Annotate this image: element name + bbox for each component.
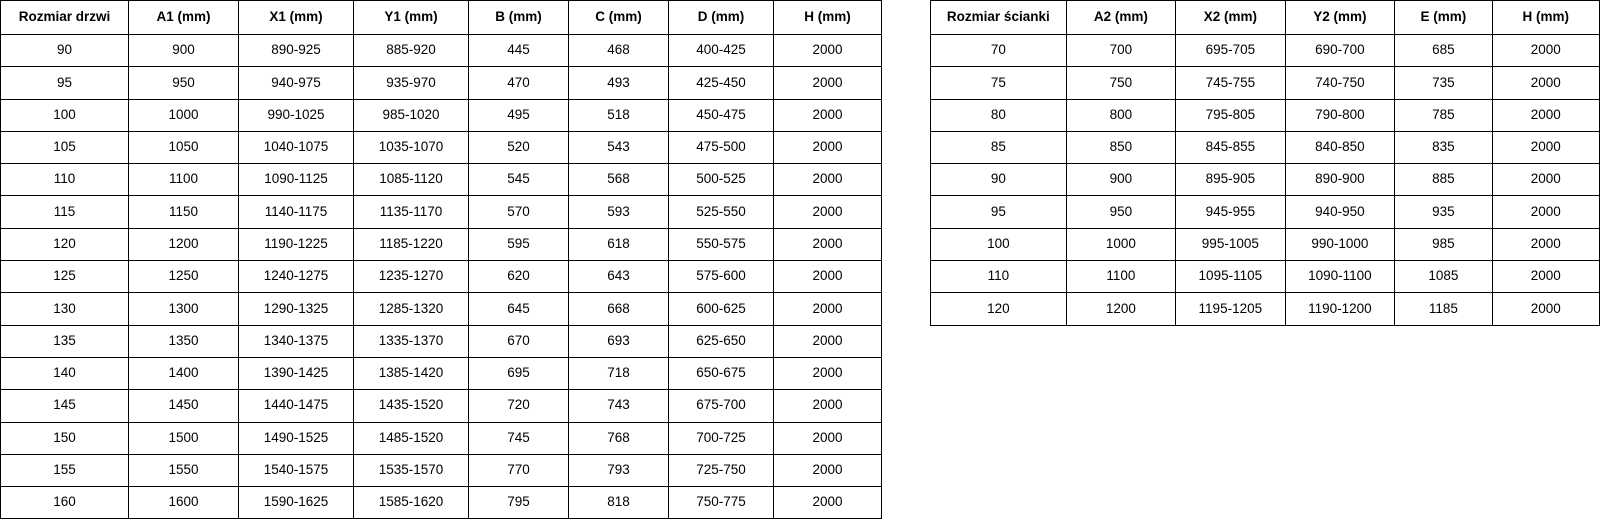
table-cell: 670: [469, 325, 569, 357]
table-row: [1, 35, 882, 67]
table-cell: 85: [931, 131, 1067, 163]
table-cell: 850: [1066, 131, 1175, 163]
table-row: [931, 35, 1600, 67]
table-cell: 70: [931, 35, 1067, 67]
table-cell: 790-800: [1285, 99, 1395, 131]
table-cell: 935-970: [354, 67, 469, 99]
table-cell: 550-575: [669, 228, 774, 260]
table-row: [931, 293, 1600, 325]
table-cell: 720: [469, 390, 569, 422]
table-cell: 800: [1066, 99, 1175, 131]
table-row: [1, 196, 882, 228]
table-cell: 1050: [129, 131, 239, 163]
table-cell: 595: [469, 228, 569, 260]
table-cell: 1190-1225: [239, 228, 354, 260]
table-cell: 895-905: [1176, 164, 1286, 196]
table-cell: 1190-1200: [1285, 293, 1395, 325]
table-cell: 145: [1, 390, 129, 422]
table-cell: 700: [1066, 35, 1175, 67]
table-cell: 2000: [774, 196, 882, 228]
table-cell: 645: [469, 293, 569, 325]
table-cell: 130: [1, 293, 129, 325]
table-cell: 1540-1575: [239, 454, 354, 486]
table-cell: 718: [569, 357, 669, 389]
column-header: H (mm): [774, 1, 882, 35]
table-cell: 2000: [774, 357, 882, 389]
table-cell: 120: [931, 293, 1067, 325]
table-cell: 1040-1075: [239, 131, 354, 163]
table-cell: 940-975: [239, 67, 354, 99]
table-cell: 100: [931, 228, 1067, 260]
table-cell: 900: [129, 35, 239, 67]
table-cell: 1390-1425: [239, 357, 354, 389]
table-cell: 2000: [1492, 228, 1599, 260]
table-row: [1, 99, 882, 131]
table-cell: 1485-1520: [354, 422, 469, 454]
table-cell: 1490-1525: [239, 422, 354, 454]
table-cell: 1100: [1066, 261, 1175, 293]
table-cell: 1300: [129, 293, 239, 325]
table-cell: 2000: [1492, 131, 1599, 163]
table-cell: 1450: [129, 390, 239, 422]
column-header: Y1 (mm): [354, 1, 469, 35]
table-cell: 545: [469, 164, 569, 196]
table-cell: 785: [1395, 99, 1492, 131]
table-cell: 750-775: [669, 487, 774, 519]
table-cell: 2000: [774, 164, 882, 196]
table-cell: 1185: [1395, 293, 1492, 325]
table-cell: 743: [569, 390, 669, 422]
table-cell: 1340-1375: [239, 325, 354, 357]
table-cell: 150: [1, 422, 129, 454]
table-cell: 945-955: [1176, 196, 1286, 228]
table-cell: 835: [1395, 131, 1492, 163]
table-cell: 525-550: [669, 196, 774, 228]
column-header: H (mm): [1492, 1, 1599, 35]
table-cell: 2000: [774, 487, 882, 519]
table-row: [1, 293, 882, 325]
table-cell: 2000: [774, 293, 882, 325]
table-cell: 1590-1625: [239, 487, 354, 519]
table-cell: 135: [1, 325, 129, 357]
table-cell: 2000: [1492, 293, 1599, 325]
table-cell: 495: [469, 99, 569, 131]
table-cell: 105: [1, 131, 129, 163]
table-cell: 110: [931, 261, 1067, 293]
table-cell: 885-920: [354, 35, 469, 67]
table-cell: 735: [1395, 67, 1492, 99]
table-cell: 90: [931, 164, 1067, 196]
table-cell: 1535-1570: [354, 454, 469, 486]
table-cell: 75: [931, 67, 1067, 99]
table-cell: 695: [469, 357, 569, 389]
table-cell: 1350: [129, 325, 239, 357]
table-cell: 885: [1395, 164, 1492, 196]
column-header: X2 (mm): [1176, 1, 1286, 35]
table-cell: 985: [1395, 228, 1492, 260]
table-cell: 1400: [129, 357, 239, 389]
column-header: Y2 (mm): [1285, 1, 1395, 35]
table-cell: 690-700: [1285, 35, 1395, 67]
column-header: X1 (mm): [239, 1, 354, 35]
table-cell: 2000: [774, 35, 882, 67]
table-cell: 445: [469, 35, 569, 67]
table-cell: 2000: [1492, 164, 1599, 196]
table-cell: 675-700: [669, 390, 774, 422]
table-cell: 500-525: [669, 164, 774, 196]
table-cell: 475-500: [669, 131, 774, 163]
table-cell: 795-805: [1176, 99, 1286, 131]
table-cell: 740-750: [1285, 67, 1395, 99]
column-header: A1 (mm): [129, 1, 239, 35]
table-cell: 1250: [129, 261, 239, 293]
table-cell: 2000: [774, 99, 882, 131]
table-cell: 568: [569, 164, 669, 196]
table-cell: 818: [569, 487, 669, 519]
table-cell: 745-755: [1176, 67, 1286, 99]
table-cell: 845-855: [1176, 131, 1286, 163]
table-cell: 1290-1325: [239, 293, 354, 325]
table-cell: 593: [569, 196, 669, 228]
table-cell: 890-900: [1285, 164, 1395, 196]
table-cell: 155: [1, 454, 129, 486]
table-cell: 2000: [1492, 196, 1599, 228]
table-cell: 768: [569, 422, 669, 454]
table-cell: 793: [569, 454, 669, 486]
table-cell: 1100: [129, 164, 239, 196]
table-cell: 1285-1320: [354, 293, 469, 325]
table-row: [1, 390, 882, 422]
table-row: [931, 228, 1600, 260]
table-cell: 990-1025: [239, 99, 354, 131]
table-cell: 685: [1395, 35, 1492, 67]
table-cell: 2000: [774, 325, 882, 357]
table-cell: 1500: [129, 422, 239, 454]
column-header: C (mm): [569, 1, 669, 35]
column-header: D (mm): [669, 1, 774, 35]
table-cell: 1085: [1395, 261, 1492, 293]
table-row: [931, 164, 1600, 196]
table-cell: 2000: [774, 390, 882, 422]
table-cell: 575-600: [669, 261, 774, 293]
table-cell: 650-675: [669, 357, 774, 389]
table-cell: 1200: [1066, 293, 1175, 325]
table-cell: 520: [469, 131, 569, 163]
table-row: [1, 487, 882, 519]
table-cell: 990-1000: [1285, 228, 1395, 260]
table-cell: 120: [1, 228, 129, 260]
table-row: [1, 422, 882, 454]
column-header: Rozmiar ścianki: [931, 1, 1067, 35]
table-row: [931, 261, 1600, 293]
table-cell: 1140-1175: [239, 196, 354, 228]
table-cell: 1195-1205: [1176, 293, 1286, 325]
column-header: Rozmiar drzwi: [1, 1, 129, 35]
table-cell: 2000: [1492, 67, 1599, 99]
table-cell: 995-1005: [1176, 228, 1286, 260]
table-cell: 1240-1275: [239, 261, 354, 293]
table-row: [931, 99, 1600, 131]
table-cell: 700-725: [669, 422, 774, 454]
table-cell: 400-425: [669, 35, 774, 67]
table-cell: 600-625: [669, 293, 774, 325]
table-cell: 1035-1070: [354, 131, 469, 163]
table-row: [1, 228, 882, 260]
table-cell: 468: [569, 35, 669, 67]
table-header-row: [1, 1, 882, 35]
table-row: [1, 357, 882, 389]
table-cell: 160: [1, 487, 129, 519]
table-cell: 985-1020: [354, 99, 469, 131]
table-cell: 570: [469, 196, 569, 228]
table-row: [1, 454, 882, 486]
table-cell: 1185-1220: [354, 228, 469, 260]
table-cell: 1585-1620: [354, 487, 469, 519]
table-cell: 450-475: [669, 99, 774, 131]
table-cell: 1600: [129, 487, 239, 519]
table-cell: 1000: [1066, 228, 1175, 260]
table-cell: 1200: [129, 228, 239, 260]
table-cell: 543: [569, 131, 669, 163]
table-row: [1, 164, 882, 196]
table-cell: 950: [129, 67, 239, 99]
table-cell: 840-850: [1285, 131, 1395, 163]
table-cell: 518: [569, 99, 669, 131]
table-cell: 2000: [774, 228, 882, 260]
table-cell: 643: [569, 261, 669, 293]
table-cell: 95: [1, 67, 129, 99]
table-cell: 1095-1105: [1176, 261, 1286, 293]
table-cell: 1440-1475: [239, 390, 354, 422]
table-row: [1, 67, 882, 99]
table-cell: 2000: [774, 131, 882, 163]
table-cell: 95: [931, 196, 1067, 228]
table-cell: 1090-1100: [1285, 261, 1395, 293]
table-cell: 493: [569, 67, 669, 99]
column-header: E (mm): [1395, 1, 1492, 35]
table-cell: 725-750: [669, 454, 774, 486]
table-cell: 125: [1, 261, 129, 293]
table-cell: 750: [1066, 67, 1175, 99]
table-cell: 80: [931, 99, 1067, 131]
table-row: [1, 261, 882, 293]
table-cell: 110: [1, 164, 129, 196]
table-cell: 940-950: [1285, 196, 1395, 228]
table-cell: 745: [469, 422, 569, 454]
table-cell: 1550: [129, 454, 239, 486]
table-cell: 115: [1, 196, 129, 228]
table-cell: 2000: [774, 454, 882, 486]
walls-dimensions-table-container: [930, 0, 1600, 326]
table-cell: 795: [469, 487, 569, 519]
table-cell: 618: [569, 228, 669, 260]
table-cell: 1000: [129, 99, 239, 131]
table-cell: 100: [1, 99, 129, 131]
table-row: [931, 196, 1600, 228]
table-cell: 695-705: [1176, 35, 1286, 67]
table-cell: 2000: [774, 422, 882, 454]
table-cell: 1385-1420: [354, 357, 469, 389]
table-cell: 2000: [1492, 99, 1599, 131]
table-cell: 425-450: [669, 67, 774, 99]
walls-dimensions-table: [930, 0, 1600, 326]
column-header: A2 (mm): [1066, 1, 1175, 35]
table-cell: 950: [1066, 196, 1175, 228]
table-cell: 1135-1170: [354, 196, 469, 228]
table-cell: 1335-1370: [354, 325, 469, 357]
table-cell: 90: [1, 35, 129, 67]
table-cell: 2000: [774, 67, 882, 99]
table-cell: 770: [469, 454, 569, 486]
table-row: [1, 131, 882, 163]
table-cell: 668: [569, 293, 669, 325]
table-cell: 1085-1120: [354, 164, 469, 196]
table-cell: 470: [469, 67, 569, 99]
table-cell: 2000: [1492, 261, 1599, 293]
table-cell: 900: [1066, 164, 1175, 196]
column-header: B (mm): [469, 1, 569, 35]
table-cell: 140: [1, 357, 129, 389]
table-cell: 2000: [774, 261, 882, 293]
table-cell: 1435-1520: [354, 390, 469, 422]
table-cell: 693: [569, 325, 669, 357]
table-cell: 890-925: [239, 35, 354, 67]
table-cell: 625-650: [669, 325, 774, 357]
table-row: [1, 325, 882, 357]
table-cell: 935: [1395, 196, 1492, 228]
table-row: [931, 131, 1600, 163]
table-cell: 2000: [1492, 35, 1599, 67]
table-row: [931, 67, 1600, 99]
table-cell: 1090-1125: [239, 164, 354, 196]
table-header-row: [931, 1, 1600, 35]
table-cell: 1235-1270: [354, 261, 469, 293]
table-cell: 1150: [129, 196, 239, 228]
table-cell: 620: [469, 261, 569, 293]
